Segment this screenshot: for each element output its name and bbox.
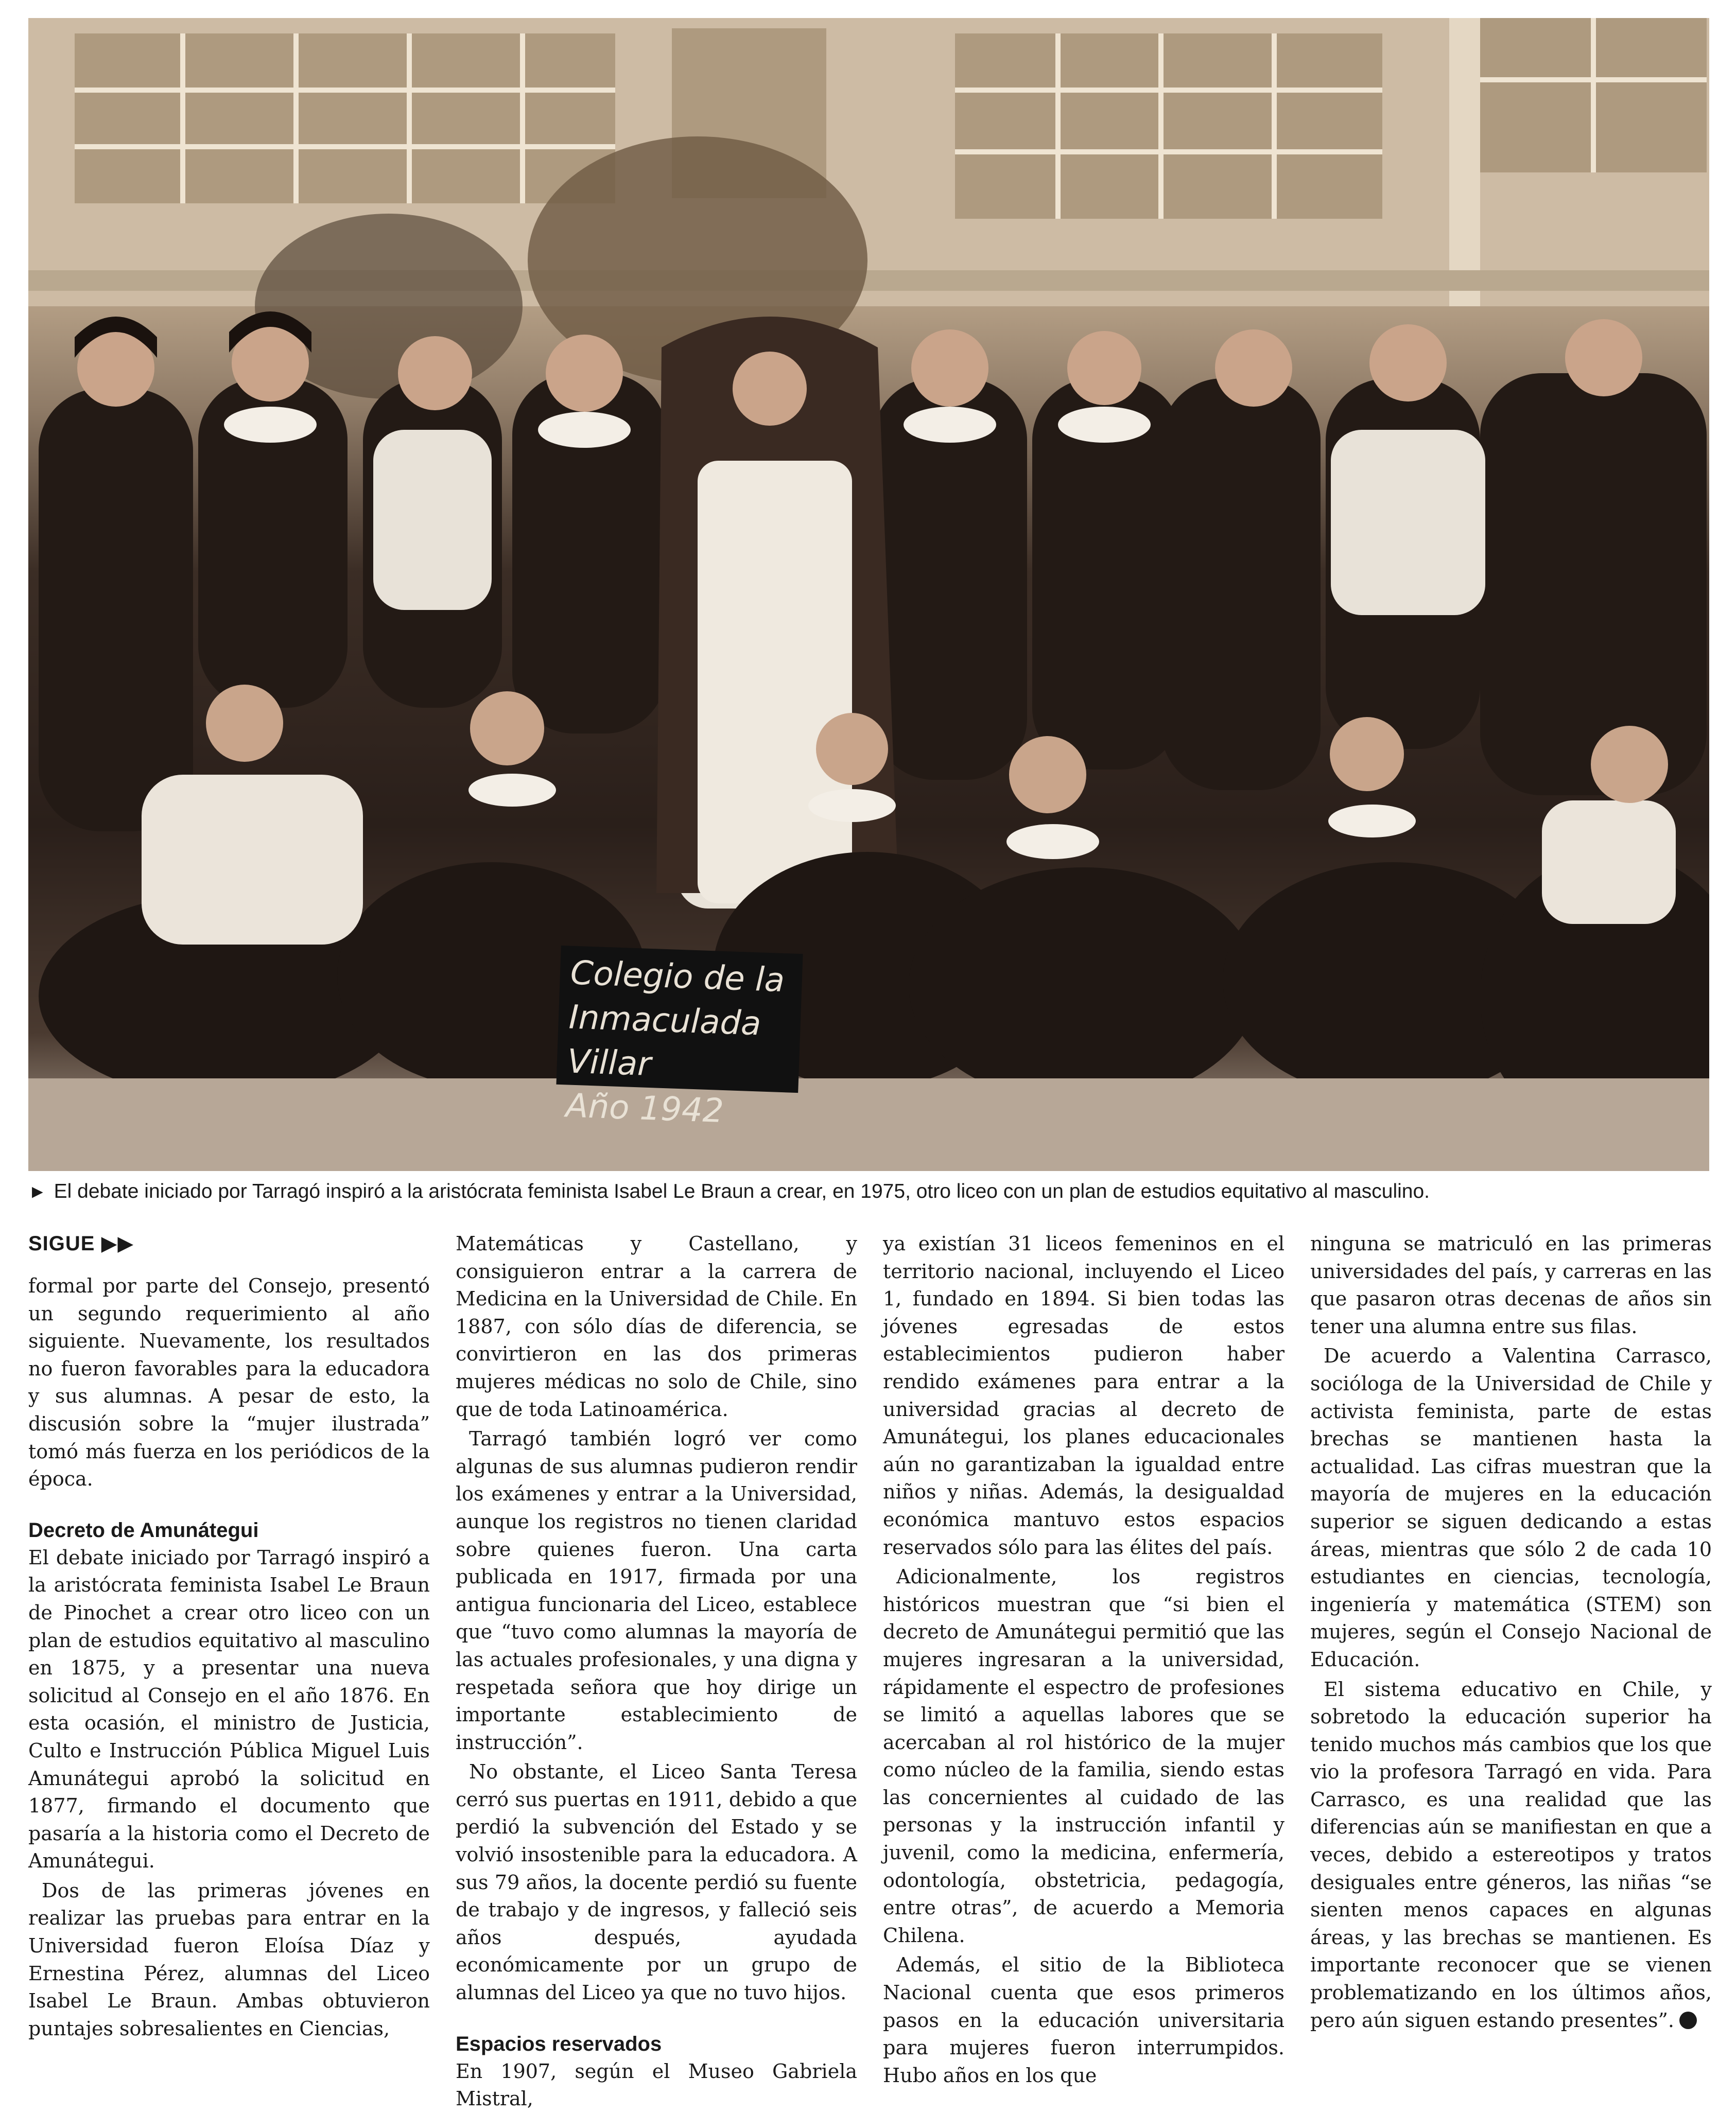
sign-line: Inmaculada Villar	[566, 998, 762, 1084]
paragraph: En 1907, según el Museo Gabriela Mistral,	[456, 2059, 857, 2110]
paragraph: De acuerdo a Valentina Carrasco, socióloga de la Universidad de Chile y activista feminista, parte de estas brechas se mantienen hasta la actualidad. Las cifras muestran que la mayoría de mujeres en la educación superior se siguen dedicando a estas áreas, mientras que sólo 2 de cada 10 estudiantes en ciencias, tecnología, ingeniería y matemática (STEM) son mujeres, según el Consejo Nacional de Educación.	[1310, 1344, 1712, 1671]
article-column-1	[28, 1230, 430, 2042]
paragraph: formal por parte del Consejo, presentó un segundo requerimiento al año siguiente. Nuevamente, los resultados no fueron favorables para la educadora y sus alumnas. A pesar de esto, la discusión sobre la “mujer ilustrada” tomó más fuerza en los periódicos de la época.	[28, 1274, 430, 1491]
paragraph: Dos de las primeras jóvenes en realizar las pruebas para entrar en la Universidad fueron Eloísa Díaz y Ernestina Pérez, alumnas del Liceo Isabel Le Braun. Ambas obtuvieron puntajes sobresalientes en Ciencias,	[28, 1879, 430, 2040]
paragraph	[1310, 1676, 1712, 2035]
paragraph: Tarragó también logró ver como algunas de sus alumnas pudieron rendir los exámenes y entrar a la Universidad, aunque los registros no tienen claridad sobre quienes fueron. Una carta publicada en 1917, firmada por una antigua funcionaria del Liceo, establece que “tuvo como alumnas la mayoría de las actuales profesionales, y una digna y respetada señora que hoy dirige un importante establecimiento de instrucción”.	[456, 1427, 857, 1754]
sign-line: Año 1942	[565, 1087, 724, 1131]
class-sign	[556, 946, 803, 1131]
paragraph: No obstante, el Liceo Santa Teresa cerró sus puertas en 1911, debido a que perdió la subvención del Estado y se volvió insostenible para la educadora. A sus 79 años, la docente perdió su fuente de trabajo y de ingresos, y falleció seis años después, ayudada económicamente por un grupo de alumnas del Liceo ya que no tuvo hijos.	[456, 1760, 857, 2004]
paragraph: ninguna se matriculó en las primeras universidades del país, y carreras en las que pasaron otras decenas de años sin tener una alumna entre sus filas.	[1310, 1232, 1712, 1338]
photo-illustration	[28, 18, 1709, 1171]
section-heading: Decreto de Amunátegui	[28, 1518, 259, 1542]
closing-paragraph-text: El sistema educativo en Chile, y sobretodo la educación superior ha tenido muchos más cambios que los que vio la profesora Tarragó en vida. Para Carrasco, es una realidad que las diferencias aún se manifiestan en que a veces, debido a estereotipos y tratos desiguales entre géneros, las niñas “se sienten menos capaces en algunas áreas, y las brechas se mantienen. Es importante reconocer que se vienen problematizando en los últimos años, pero aún siguen estando presentes”.	[1310, 1678, 1712, 2032]
photo-caption	[28, 1176, 1709, 1207]
paragraph: Matemáticas y Castellano, y consiguieron entrar a la carrera de Medicina en la Universidad de Chile. En 1887, con sólo días de diferencia, se convirtieron en las dos primeras mujeres médicas no solo de Chile, sino que de toda Latinoamérica.	[456, 1232, 857, 1421]
section-heading: Espacios reservados	[456, 2032, 662, 2055]
sign-line: Colegio de la	[569, 954, 786, 1000]
paragraph: El debate iniciado por Tarragó inspiró a la aristócrata feminista Isabel Le Braun de Pinochet a crear otro liceo con un plan de estudios equitativo al masculino en 1875, y a presentar una nueva solicitud al Consejo en el año 1876. En esta ocasión, el ministro de Justicia, Culto e Instrucción Pública Miguel Luis Amunátegui aprobó la solicitud en 1877, firmando el documento que pasaría a la historia como el Decreto de Amunátegui.	[28, 1546, 430, 1873]
paragraph: ya existían 31 liceos femeninos en el territorio nacional, incluyendo el Liceo 1, fundado en 1894. Si bien todas las jóvenes egresadas de estos establecimientos pudieron haber rendido exámenes para entrar a la universidad gracias al decreto de Amunátegui, los planes educacionales aún no garantizaban la igualdad entre niños y niñas. Además, la desigualdad económica mantuvo estos espacios reservados sólo para las élites del país.	[883, 1232, 1284, 1559]
article-column-3	[883, 1230, 1284, 2089]
caption-marker: ►	[28, 1181, 47, 1202]
historical-class-photo	[28, 18, 1709, 1171]
continued-label: SIGUE ▶▶	[28, 1232, 134, 1255]
article-column-2	[456, 1230, 857, 2113]
paragraph: Adicionalmente, los registros históricos muestran que “si bien el decreto de Amunátegui permitió que las mujeres ingresaran a la universidad, rápidamente el espectro de profesiones se limitó a aquellas labores que se acercaban al rol histórico de la mujer como núcleo de la familia, siendo estas las concernientes al cuidado de las personas y la instrucción infantil y juvenil, como la medicina, enfermería, odontología, obstetricia, pedagogía, entre otras”, de acuerdo a Memoria Chilena.	[883, 1565, 1284, 1947]
paragraph: Además, el sitio de la Biblioteca Nacional cuenta que esos primeros pasos en la educación universitaria para mujeres fueron interrumpidos. Hubo años en los que	[883, 1953, 1284, 2087]
end-of-article-icon	[1679, 2012, 1697, 2029]
caption-text: El debate iniciado por Tarragó inspiró a la aristócrata feminista Isabel Le Braun a crear, en 1975, otro liceo con un plan de estudios equitativo al masculino.	[54, 1180, 1430, 1202]
article-column-4	[1310, 1230, 1712, 2034]
